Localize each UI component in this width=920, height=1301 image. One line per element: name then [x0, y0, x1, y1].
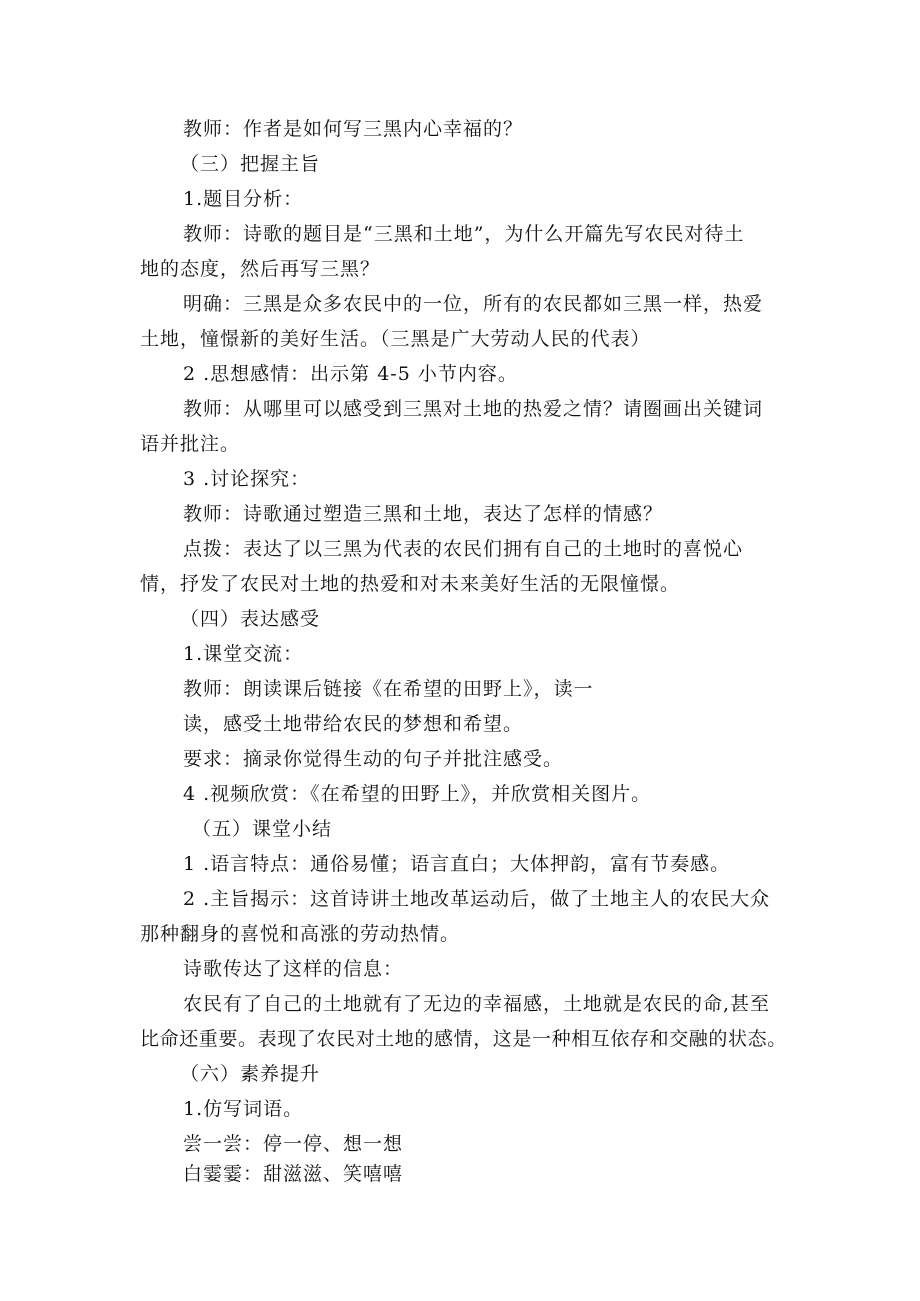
section-heading-5: （五）课堂小结 — [192, 818, 333, 840]
section-heading-6: （六）素养提升 — [180, 1063, 321, 1085]
paragraph-line: 那种翻身的喜悦和高涨的劳动热情。 — [140, 923, 461, 945]
section-heading-4: （四）表达感受 — [180, 608, 321, 630]
paragraph-line: 比命还重要。表现了农民对土地的感情，这是一种相互依存和交融的状态。 — [140, 1028, 787, 1050]
paragraph-line: 教师：从哪里可以感受到三黑对土地的热爱之情？请圈画出关键词 — [183, 398, 764, 420]
paragraph-line: 情，抒发了农民对土地的热爱和对未来美好生活的无限憧憬。 — [140, 573, 681, 595]
paragraph-line: 教师：诗歌的题目是“三黑和土地”，为什么开篇先写农民对待土 — [183, 223, 745, 245]
subheading-discussion: 3 .讨论探究： — [183, 468, 311, 490]
paragraph-line: 要求：摘录你觉得生动的句子并批注感受。 — [183, 748, 564, 770]
subheading-video: 4 .视频欣赏：《在希望的田野上》，并欣赏相关图片。 — [183, 783, 652, 805]
paragraph-line: 教师：诗歌通过塑造三黑和土地，表达了怎样的情感？ — [183, 503, 664, 525]
paragraph-line: 2 .主旨揭示：这首诗讲土地改革运动后，做了土地主人的农民大众 — [183, 888, 771, 910]
paragraph-line: 明确：三黑是众多农民中的一位，所有的农民都如三黑一样，热爱 — [183, 293, 764, 315]
example-line: 尝一尝：停一停、想一想 — [183, 1133, 404, 1155]
paragraph-line: 点拨：表达了以三黑为代表的农民们拥有自己的土地时的喜悦心 — [183, 538, 744, 560]
paragraph-line: 1 .语言特点：通俗易懂；语言直白；大体押韵，富有节奏感。 — [183, 853, 731, 875]
subheading-thoughts: 2 .思想感情：出示第 4-5 小节内容。 — [183, 363, 518, 385]
subheading-imitation: 1.仿写词语。 — [183, 1098, 304, 1120]
paragraph-line: 教师：朗读课后链接《在希望的田野上》，读一 — [183, 678, 594, 700]
paragraph-line: 读，感受土地带给农民的梦想和希望。 — [183, 713, 524, 735]
paragraph-line: 语并批注。 — [140, 433, 241, 455]
paragraph-line: 农民有了自己的土地就有了无边的幸福感，土地就是农民的命,甚至 — [183, 993, 771, 1015]
paragraph-teacher-question: 教师：作者是如何写三黑内心幸福的？ — [183, 118, 524, 140]
subheading-title-analysis: 1.题目分析： — [183, 188, 304, 210]
subheading-class-exchange: 1.课堂交流： — [183, 643, 304, 665]
section-heading-3: （三）把握主旨 — [180, 153, 321, 175]
example-line: 白霎霎：甜滋滋、笑嘻嘻 — [183, 1163, 404, 1185]
paragraph-line: 诗歌传达了这样的信息： — [183, 958, 404, 980]
paragraph-line: 土地，憧憬新的美好生活。（三黑是广大劳动人民的代表） — [140, 328, 651, 350]
paragraph-line: 地的态度，然后再写三黑？ — [140, 258, 381, 280]
